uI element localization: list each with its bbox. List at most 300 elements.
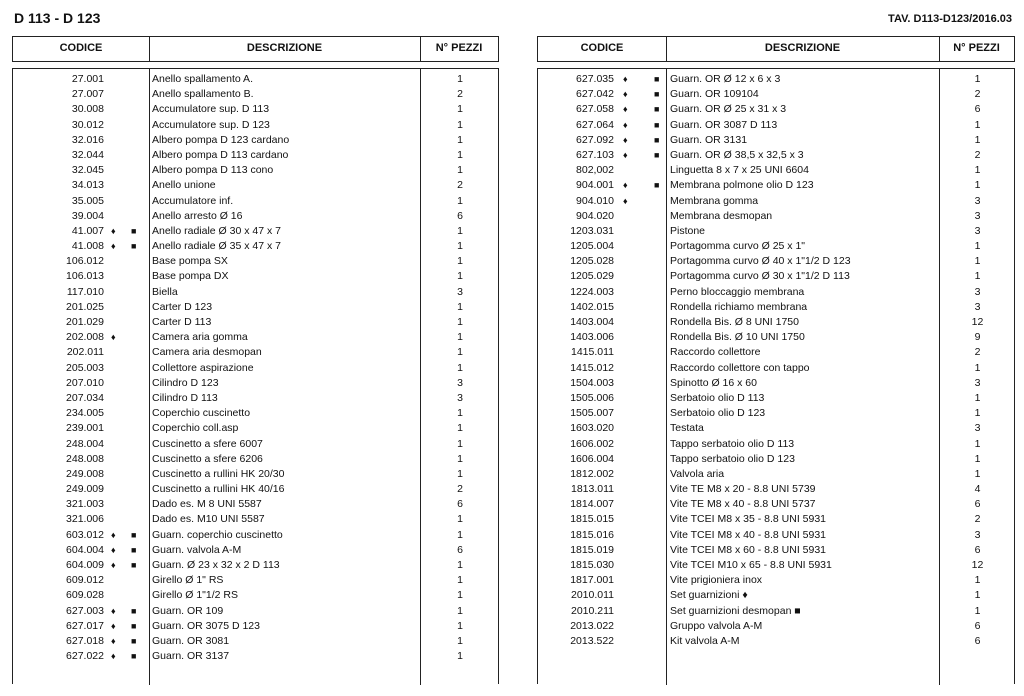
part-qty: 1	[974, 467, 981, 480]
table-row	[13, 285, 498, 300]
part-qty: 1	[457, 619, 463, 632]
square-marker-icon: ■	[131, 544, 137, 555]
part-qty: 1	[457, 589, 463, 602]
part-qty: 1	[457, 73, 463, 85]
table-row	[538, 573, 1014, 588]
part-qty: 1	[457, 467, 463, 480]
table-row	[13, 376, 498, 391]
part-code: 27.001	[71, 73, 104, 85]
part-description: Cuscinetto a rullini HK 40/16	[152, 483, 285, 496]
part-description: Guarn. OR 3081	[152, 634, 230, 647]
table-row	[538, 178, 1014, 193]
part-qty: 1	[974, 589, 981, 602]
part-code: 603.012	[66, 528, 104, 541]
part-description: Albero pompa D 113 cardano	[152, 148, 289, 161]
part-code: 627.003	[66, 604, 104, 617]
part-qty: 1	[974, 255, 981, 268]
part-code: 1813.011	[570, 483, 614, 496]
diamond-marker-icon: ♦	[111, 225, 116, 236]
table-row	[538, 239, 1014, 254]
table-row	[538, 72, 1014, 87]
diamond-marker-icon: ♦	[111, 635, 116, 646]
table-row	[13, 300, 498, 315]
table-row	[538, 315, 1014, 330]
square-marker-icon: ■	[654, 119, 660, 130]
part-description: Perno bloccaggio membrana	[670, 285, 805, 298]
part-description: Rondella Bis. Ø 10 UNI 1750	[670, 331, 805, 344]
part-code: 207.010	[66, 376, 104, 389]
part-description: Anello radiale Ø 35 x 47 x 7	[152, 240, 281, 253]
part-code: 1403.006	[570, 331, 614, 344]
part-description: Cilindro D 113	[152, 391, 218, 404]
part-code: 904.001	[576, 179, 614, 192]
table-row	[13, 604, 498, 619]
diamond-marker-icon: ♦	[111, 529, 116, 540]
table-row	[538, 588, 1014, 603]
table-row	[13, 558, 498, 573]
table-row	[538, 482, 1014, 497]
diamond-marker-icon: ♦	[111, 332, 116, 343]
part-qty: 6	[457, 543, 463, 556]
part-description: Vite TE M8 x 20 - 8.8 UNI 5739	[670, 483, 816, 496]
part-code: 2013.522	[570, 634, 614, 647]
page-title: D 113 - D 123	[14, 10, 101, 26]
part-description: Accumulatore sup. D 123	[152, 118, 270, 131]
header-qty: N° PEZZI	[953, 42, 1000, 54]
part-description: Girello Ø 1"1/2 RS	[152, 589, 239, 602]
table-row	[538, 254, 1014, 269]
part-qty: 1	[974, 270, 981, 283]
header-qty: N° PEZZI	[435, 42, 483, 54]
part-code: 30.008	[71, 103, 104, 116]
diamond-marker-icon: ♦	[623, 74, 628, 84]
part-qty: 3	[974, 224, 981, 237]
part-description: Vite TCEI M8 x 35 - 8.8 UNI 5931	[670, 513, 827, 526]
part-qty: 2	[974, 346, 981, 359]
diamond-marker-icon: ♦	[111, 241, 116, 252]
part-description: Albero pompa D 113 cono	[152, 164, 274, 177]
table-reference: TAV. D113-D123/2016.03	[888, 13, 1012, 25]
part-description: Accumulatore inf.	[152, 194, 234, 207]
part-qty: 6	[974, 103, 981, 116]
part-qty: 3	[974, 194, 981, 207]
part-qty: 1	[974, 452, 981, 465]
part-code: 201.029	[66, 316, 104, 328]
part-description: Testata	[670, 422, 704, 435]
part-description: Guarn. OR Ø 25 x 31 x 3	[670, 103, 787, 116]
part-description: Dado es. M 8 UNI 5587	[152, 498, 262, 511]
part-qty: 3	[457, 391, 463, 404]
part-qty: 4	[974, 483, 981, 496]
part-description: Guarn. Ø 23 x 32 x 2 D 113	[152, 559, 280, 571]
diamond-marker-icon: ♦	[623, 149, 628, 160]
part-description: Serbatoio olio D 113	[670, 391, 765, 404]
square-marker-icon: ■	[131, 651, 137, 662]
part-qty: 1	[457, 240, 463, 253]
part-description: Guarn. coperchio cuscinetto	[152, 528, 283, 541]
part-qty: 3	[457, 376, 463, 389]
part-description: Base pompa DX	[152, 270, 229, 283]
diamond-marker-icon: ♦	[623, 119, 628, 130]
part-description: Albero pompa D 123 cardano	[152, 133, 290, 146]
header-description: DESCRIZIONE	[764, 42, 841, 54]
part-code: 904.020	[576, 209, 614, 222]
part-qty: 2	[974, 513, 981, 526]
part-description: Anello arresto Ø 16	[152, 209, 243, 222]
part-description: Cilindro D 123	[152, 376, 219, 389]
table-row	[538, 558, 1014, 573]
part-qty: 1	[457, 270, 463, 283]
table-row	[538, 148, 1014, 163]
part-code: 249.008	[66, 467, 104, 480]
table-row	[538, 269, 1014, 284]
part-qty: 1	[457, 300, 463, 313]
table-header	[537, 36, 1015, 62]
table-row	[13, 148, 498, 163]
diamond-marker-icon: ♦	[111, 544, 116, 555]
part-description: Cuscinetto a rullini HK 20/30	[152, 467, 285, 480]
square-marker-icon: ■	[654, 134, 660, 145]
part-description: Tappo serbatoio olio D 123	[670, 452, 795, 465]
square-marker-icon: ■	[654, 149, 660, 160]
part-code: 207.034	[66, 391, 104, 404]
part-description: Set guarnizioni desmopan ■	[670, 604, 801, 617]
part-code: 1205.028	[570, 255, 614, 268]
table-row	[13, 649, 498, 664]
table-row	[538, 452, 1014, 467]
table-row	[13, 178, 498, 193]
part-description: Portagomma curvo Ø 25 x 1"	[670, 240, 806, 253]
table-row	[13, 512, 498, 527]
part-qty: 3	[974, 376, 981, 389]
part-qty: 1	[457, 437, 463, 450]
part-code: 627.092	[576, 133, 614, 146]
table-row	[538, 133, 1014, 148]
part-qty: 1	[457, 422, 463, 435]
table-row	[538, 604, 1014, 619]
table-row	[538, 345, 1014, 360]
table-row	[538, 361, 1014, 376]
table-row	[538, 421, 1014, 436]
part-qty: 2	[457, 483, 463, 496]
part-description: Guarn. OR Ø 38,5 x 32,5 x 3	[670, 148, 804, 161]
table-row	[538, 118, 1014, 133]
part-qty: 1	[457, 331, 463, 344]
square-marker-icon: ■	[131, 529, 137, 540]
part-qty: 12	[971, 316, 984, 328]
part-description: Anello spallamento A.	[152, 73, 253, 85]
part-description: Collettore aspirazione	[152, 361, 254, 374]
table-row	[13, 588, 498, 603]
square-marker-icon: ■	[131, 635, 137, 646]
part-code: 1815.016	[570, 528, 614, 541]
part-code: 2010.211	[570, 604, 614, 617]
table-row	[13, 573, 498, 588]
part-code: 627.064	[576, 118, 614, 131]
table-row	[13, 254, 498, 269]
part-code: 321.003	[66, 498, 104, 511]
part-description: Gruppo valvola A-M	[670, 619, 763, 632]
table-row	[13, 452, 498, 467]
part-code: 1415.011	[570, 346, 614, 359]
part-code: 627.058	[576, 103, 614, 116]
part-qty: 1	[974, 407, 981, 420]
part-code: 1815.030	[570, 559, 614, 571]
part-description: Linguetta 8 x 7 x 25 UNI 6604	[670, 164, 809, 177]
part-code: 32.045	[71, 164, 104, 177]
part-qty: 3	[457, 285, 463, 298]
part-code: 2013.022	[570, 619, 614, 632]
part-code: 1403.004	[570, 316, 614, 328]
part-qty: 1	[974, 391, 981, 404]
part-description: Cuscinetto a sfere 6206	[152, 452, 263, 465]
part-code: 904.010	[576, 194, 614, 207]
part-qty: 1	[974, 73, 981, 85]
table-row	[538, 619, 1014, 634]
part-description: Guarn. OR 3075 D 123	[152, 619, 260, 632]
table-row	[538, 87, 1014, 102]
table-row	[13, 406, 498, 421]
part-description: Spinotto Ø 16 x 60	[670, 376, 757, 389]
table-row	[13, 194, 498, 209]
part-description: Raccordo collettore	[670, 346, 761, 359]
part-code: 1606.002	[570, 437, 614, 450]
part-description: Rondella Bis. Ø 8 UNI 1750	[670, 316, 799, 328]
rows-left	[13, 72, 498, 664]
diamond-marker-icon: ♦	[623, 195, 628, 206]
part-qty: 12	[971, 559, 984, 571]
part-code: 1817.001	[570, 574, 614, 587]
part-description: Guarn. valvola A-M	[152, 543, 242, 556]
part-description: Coperchio coll.asp	[152, 422, 239, 435]
part-code: 627.018	[66, 634, 104, 647]
table-row	[538, 300, 1014, 315]
diamond-marker-icon: ♦	[623, 104, 628, 115]
part-qty: 3	[974, 285, 981, 298]
part-description: Anello spallamento B.	[152, 88, 254, 101]
table-row	[538, 224, 1014, 239]
part-description: Pistone	[670, 224, 706, 237]
part-code: 604.004	[66, 543, 104, 556]
part-description: Dado es. M10 UNI 5587	[152, 513, 265, 526]
part-code: 1814.007	[570, 498, 614, 511]
part-qty: 1	[457, 316, 463, 328]
part-qty: 1	[457, 103, 463, 116]
part-description: Carter D 113	[152, 316, 212, 328]
part-description: Anello radiale Ø 30 x 47 x 7	[152, 224, 281, 237]
part-code: 1402.015	[570, 300, 614, 313]
part-qty: 6	[974, 619, 981, 632]
part-qty: 1	[974, 179, 981, 192]
part-description: Vite TE M8 x 40 - 8.8 UNI 5737	[670, 498, 816, 511]
part-qty: 1	[457, 634, 463, 647]
table-row	[13, 421, 498, 436]
table-row	[13, 330, 498, 345]
square-marker-icon: ■	[131, 605, 137, 616]
part-code: 627.042	[576, 88, 614, 101]
table-row	[538, 163, 1014, 178]
part-description: Anello unione	[152, 179, 216, 192]
part-qty: 1	[457, 118, 463, 131]
part-code: 106.013	[66, 270, 104, 283]
part-code: 627.022	[66, 650, 104, 663]
part-qty: 6	[457, 209, 463, 222]
part-description: Cuscinetto a sfere 6007	[152, 437, 263, 450]
part-code: 627.103	[576, 148, 614, 161]
part-code: 41.007	[71, 224, 104, 237]
part-qty: 1	[974, 164, 981, 177]
part-code: 2010.011	[570, 589, 614, 602]
square-marker-icon: ■	[131, 560, 137, 570]
part-code: 627.035	[576, 73, 614, 85]
part-qty: 2	[457, 88, 463, 101]
header-code: CODICE	[59, 42, 103, 54]
part-code: 39.004	[71, 209, 104, 222]
part-description: Vite TCEI M10 x 65 - 8.8 UNI 5931	[670, 559, 832, 571]
rows-right	[538, 72, 1014, 649]
part-description: Guarn. OR 3131	[670, 133, 748, 146]
part-description: Kit valvola A-M	[670, 634, 740, 647]
square-marker-icon: ■	[654, 180, 660, 191]
diamond-marker-icon: ♦	[111, 605, 116, 616]
part-qty: 1	[974, 604, 981, 617]
part-qty: 1	[974, 133, 981, 146]
table-row	[13, 72, 498, 87]
part-code: 34.013	[71, 179, 104, 192]
part-qty: 6	[974, 634, 981, 647]
table-row	[538, 543, 1014, 558]
table-row	[13, 391, 498, 406]
part-code: 106.012	[66, 255, 104, 268]
diamond-marker-icon: ♦	[623, 134, 628, 145]
part-description: Vite TCEI M8 x 60 - 8.8 UNI 5931	[670, 543, 827, 556]
part-qty: 1	[457, 164, 463, 177]
table-row	[13, 361, 498, 376]
part-description: Tappo serbatoio olio D 113	[670, 437, 795, 450]
part-code: 609.028	[66, 589, 104, 602]
table-row	[13, 163, 498, 178]
part-description: Membrana polmone olio D 123	[670, 179, 814, 192]
part-code: 117.010	[66, 285, 104, 298]
part-description: Guarn. OR 109104	[670, 88, 759, 101]
part-code: 1205.004	[570, 240, 614, 253]
part-code: 802,002	[576, 164, 614, 177]
table-row	[13, 239, 498, 254]
table-row	[538, 391, 1014, 406]
diamond-marker-icon: ♦	[111, 560, 116, 570]
part-qty: 1	[457, 346, 463, 359]
part-description: Membrana gomma	[670, 194, 759, 207]
part-qty: 1	[457, 559, 463, 571]
part-code: 205.003	[66, 361, 104, 374]
part-code: 1812.002	[570, 467, 614, 480]
part-code: 249.009	[66, 483, 104, 496]
part-code: 609.012	[66, 574, 104, 587]
part-code: 202.008	[66, 331, 104, 344]
part-qty: 3	[974, 300, 981, 313]
table-row	[13, 528, 498, 543]
part-code: 1205.029	[570, 270, 614, 283]
part-code: 32.016	[71, 133, 104, 146]
table-row	[538, 194, 1014, 209]
part-qty: 1	[457, 513, 463, 526]
part-description: Portagomma curvo Ø 40 x 1"1/2 D 123	[670, 255, 851, 268]
part-code: 27.007	[71, 88, 104, 101]
table-row	[13, 467, 498, 482]
square-marker-icon: ■	[131, 620, 137, 631]
part-description: Biella	[152, 285, 178, 298]
part-qty: 6	[457, 498, 463, 511]
part-description: Accumulatore sup. D 113	[152, 103, 270, 116]
square-marker-icon: ■	[131, 241, 137, 252]
header-description: DESCRIZIONE	[246, 42, 323, 54]
square-marker-icon: ■	[654, 104, 660, 115]
table-row	[13, 634, 498, 649]
table-row	[13, 269, 498, 284]
part-qty: 1	[457, 194, 463, 207]
part-code: 1815.019	[570, 543, 614, 556]
part-qty: 1	[457, 361, 463, 374]
part-code: 248.004	[66, 437, 104, 450]
part-qty: 3	[974, 209, 981, 222]
square-marker-icon: ■	[131, 225, 137, 236]
part-qty: 9	[974, 331, 981, 344]
part-description: Guarn. OR Ø 12 x 6 x 3	[670, 73, 781, 85]
table-body	[537, 68, 1015, 684]
table-row	[13, 224, 498, 239]
part-code: 1603.020	[570, 422, 614, 435]
part-qty: 3	[974, 528, 981, 541]
part-description: Raccordo collettore con tappo	[670, 361, 810, 374]
part-qty: 1	[974, 361, 981, 374]
part-description: Guarn. OR 3087 D 113	[670, 118, 778, 131]
part-qty: 1	[974, 437, 981, 450]
part-qty: 1	[457, 452, 463, 465]
table-row	[13, 543, 498, 558]
part-description: Vite TCEI M8 x 40 - 8.8 UNI 5931	[670, 528, 827, 541]
part-code: 239.001	[66, 422, 104, 435]
part-code: 201.025	[66, 300, 104, 313]
part-description: Set guarnizioni ♦	[670, 589, 748, 602]
part-code: 1504.003	[570, 376, 614, 389]
table-row	[13, 619, 498, 634]
table-row	[538, 330, 1014, 345]
part-code: 32.044	[71, 148, 104, 161]
part-qty: 3	[974, 422, 981, 435]
part-code: 1415.012	[570, 361, 614, 374]
part-code: 1606.004	[570, 452, 614, 465]
part-code: 1224.003	[570, 285, 614, 298]
part-description: Girello Ø 1" RS	[152, 574, 224, 587]
part-qty: 1	[457, 148, 463, 161]
part-code: 41.008	[71, 240, 104, 253]
part-qty: 1	[457, 255, 463, 268]
part-code: 1815.015	[570, 513, 614, 526]
part-description: Camera aria desmopan	[152, 346, 262, 359]
part-description: Valvola aria	[670, 467, 725, 480]
part-qty: 2	[974, 88, 981, 101]
table-row	[538, 467, 1014, 482]
part-description: Carter D 123	[152, 300, 213, 313]
header-code: CODICE	[580, 42, 624, 54]
part-qty: 1	[974, 574, 981, 587]
part-qty: 1	[974, 118, 981, 131]
diamond-marker-icon: ♦	[111, 651, 116, 662]
table-row	[13, 345, 498, 360]
part-code: 1203.031	[570, 224, 614, 237]
part-code: 604.009	[66, 559, 104, 571]
diamond-marker-icon: ♦	[623, 180, 628, 191]
